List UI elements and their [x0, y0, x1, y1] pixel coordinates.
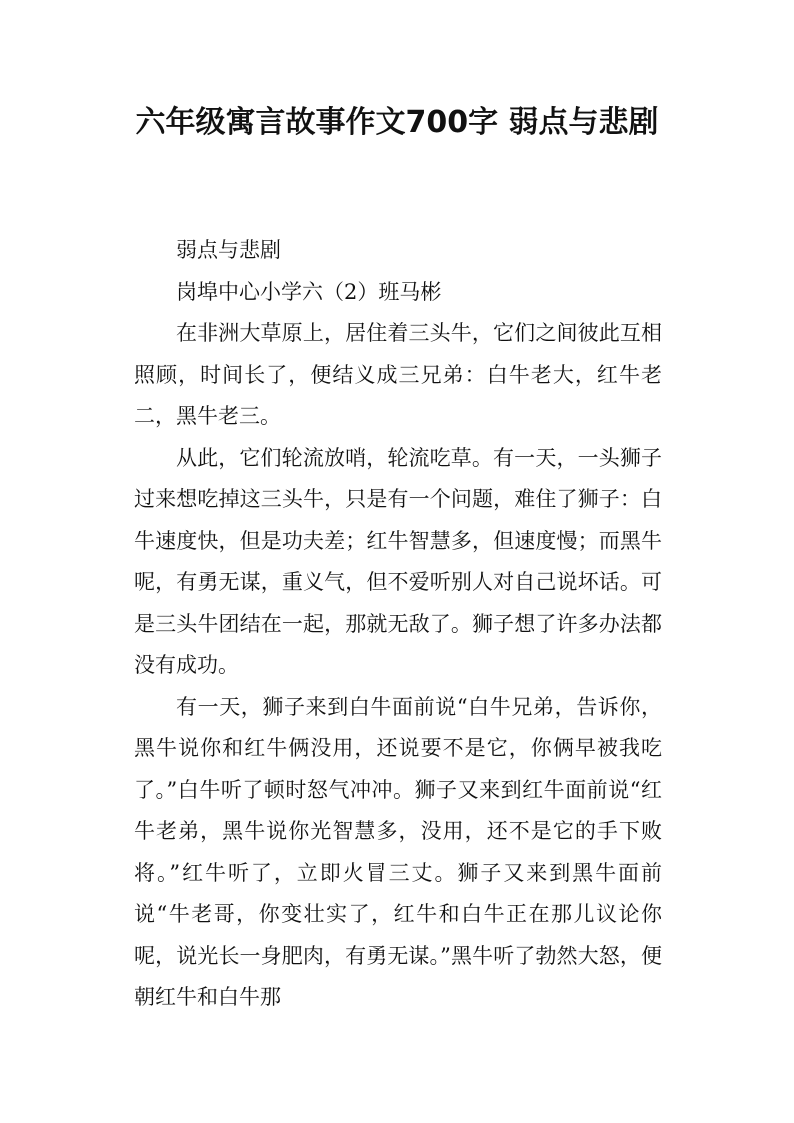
document-title: 六年级寓言故事作文700字 弱点与悲剧	[135, 105, 659, 140]
paragraph: 在非洲大草原上，居住着三头牛，它们之间彼此互相照顾，时间长了，便结义成三兄弟：白牛老大，红牛老二，黑牛老三。	[134, 321, 662, 428]
author-line: 岗埠中心小学六（2）班马彬	[176, 279, 442, 304]
document-body	[134, 230, 662, 1019]
paragraph: 有一天，狮子来到白牛面前说“白牛兄弟，告诉你，黑牛说你和红牛俩没用，还说要不是它，你俩早被我吃了。”白牛听了顿时怒气冲冲。狮子又来到红牛面前说“红牛老弟，黑牛说你光智慧多，没用，还不是它的手下败将。”红牛听了，立即火冒三丈。狮子又来到黑牛面前说“牛老哥，你变壮实了，红牛和白牛正在那儿议论你呢，说光长一身肥肉，有勇无谋。”黑牛听了勃然大怒，便朝红牛和白牛那	[134, 694, 662, 1009]
essay-subtitle: 弱点与悲剧	[176, 238, 281, 262]
paragraph: 从此，它们轮流放哨，轮流吃草。有一天，一头狮子过来想吃掉这三头牛，只是有一个问题，难住了狮子：白牛速度快，但是功夫差；红牛智慧多，但速度慢；而黑牛呢，有勇无谋，重义气，但不爱听别人对自己说坏话。可是三头牛团结在一起，那就无敌了。狮子想了许多办法都没有成功。	[134, 445, 662, 677]
